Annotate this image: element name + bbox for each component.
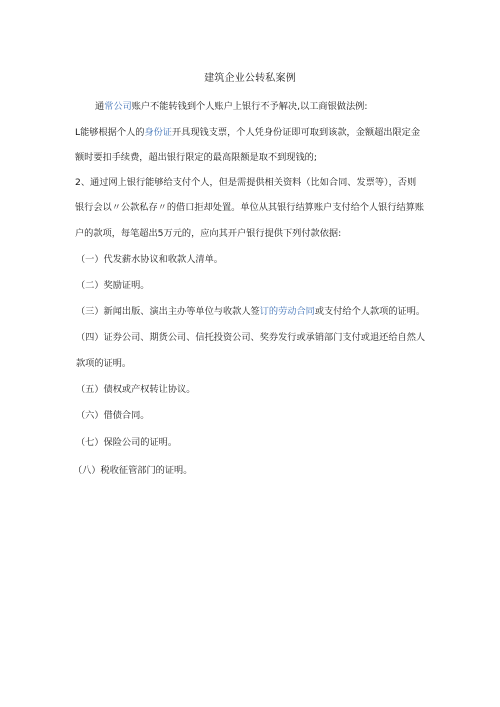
item2-line3: 户的款项，每笔超出5万元的，应向其开户银行提供下列付款依据: xyxy=(75,228,342,239)
item1-text-c: 开具现钱支票，个人凭身份证即可取到该款，金额超出限定金 xyxy=(172,127,421,138)
list-item-3-text-c: 或支付给个人款项的证明。 xyxy=(314,306,426,317)
intro-text-c: 账户不能转钱到个人账户上银行不予解决,以工商银做法例: xyxy=(131,101,368,112)
list-item-4-line2: 款项的证明。 xyxy=(76,358,132,369)
item1-line2: 额时要扣手续费，超出银行限定的最高限额是取不到现钱的; xyxy=(75,152,317,163)
list-item-3 xyxy=(76,303,425,317)
intro-text-a: 通 xyxy=(95,101,105,112)
intro-line xyxy=(95,98,367,112)
list-item-8: （八）税收征管部门的证明。 xyxy=(73,465,193,476)
list-item-2: （二）奖励证明。 xyxy=(76,280,150,291)
list-item-4-line1: （四）证券公司、期货公司、信托投资公司、奖券发行或承销部门支付或退还给自然人 xyxy=(76,332,426,343)
item1-line1 xyxy=(75,124,420,138)
list-item-5: （五）债权或产权转让协议。 xyxy=(76,384,196,395)
document-title: 建筑企业公转私案例 xyxy=(204,73,296,84)
list-item-3-text-a: （三）新闻出版、演出主办等单位与收款人签 xyxy=(76,306,260,317)
item2-line1: 2、通过网上银行能够给支付个人，但是需提供相关资料（比如合同、发票等），否则 xyxy=(75,177,417,188)
item1-link-id-card: 身份证 xyxy=(144,127,172,138)
item1-text-a: L能够根据个人的 xyxy=(75,127,145,138)
item2-line2: 银行会以〃公款私存〃的借口拒却处置。单位从其银行结算账户支付给个人银行结算账 xyxy=(75,202,425,213)
list-item-7: （七）保险公司的证明。 xyxy=(76,437,178,448)
list-item-6: （六）借债合同。 xyxy=(76,410,150,421)
list-item-1: （一）代发薪水协议和收款人清单。 xyxy=(76,254,223,265)
intro-link-company: 常公司 xyxy=(104,101,132,112)
list-item-3-link-labor-contract: 订的劳动合同 xyxy=(259,306,315,317)
